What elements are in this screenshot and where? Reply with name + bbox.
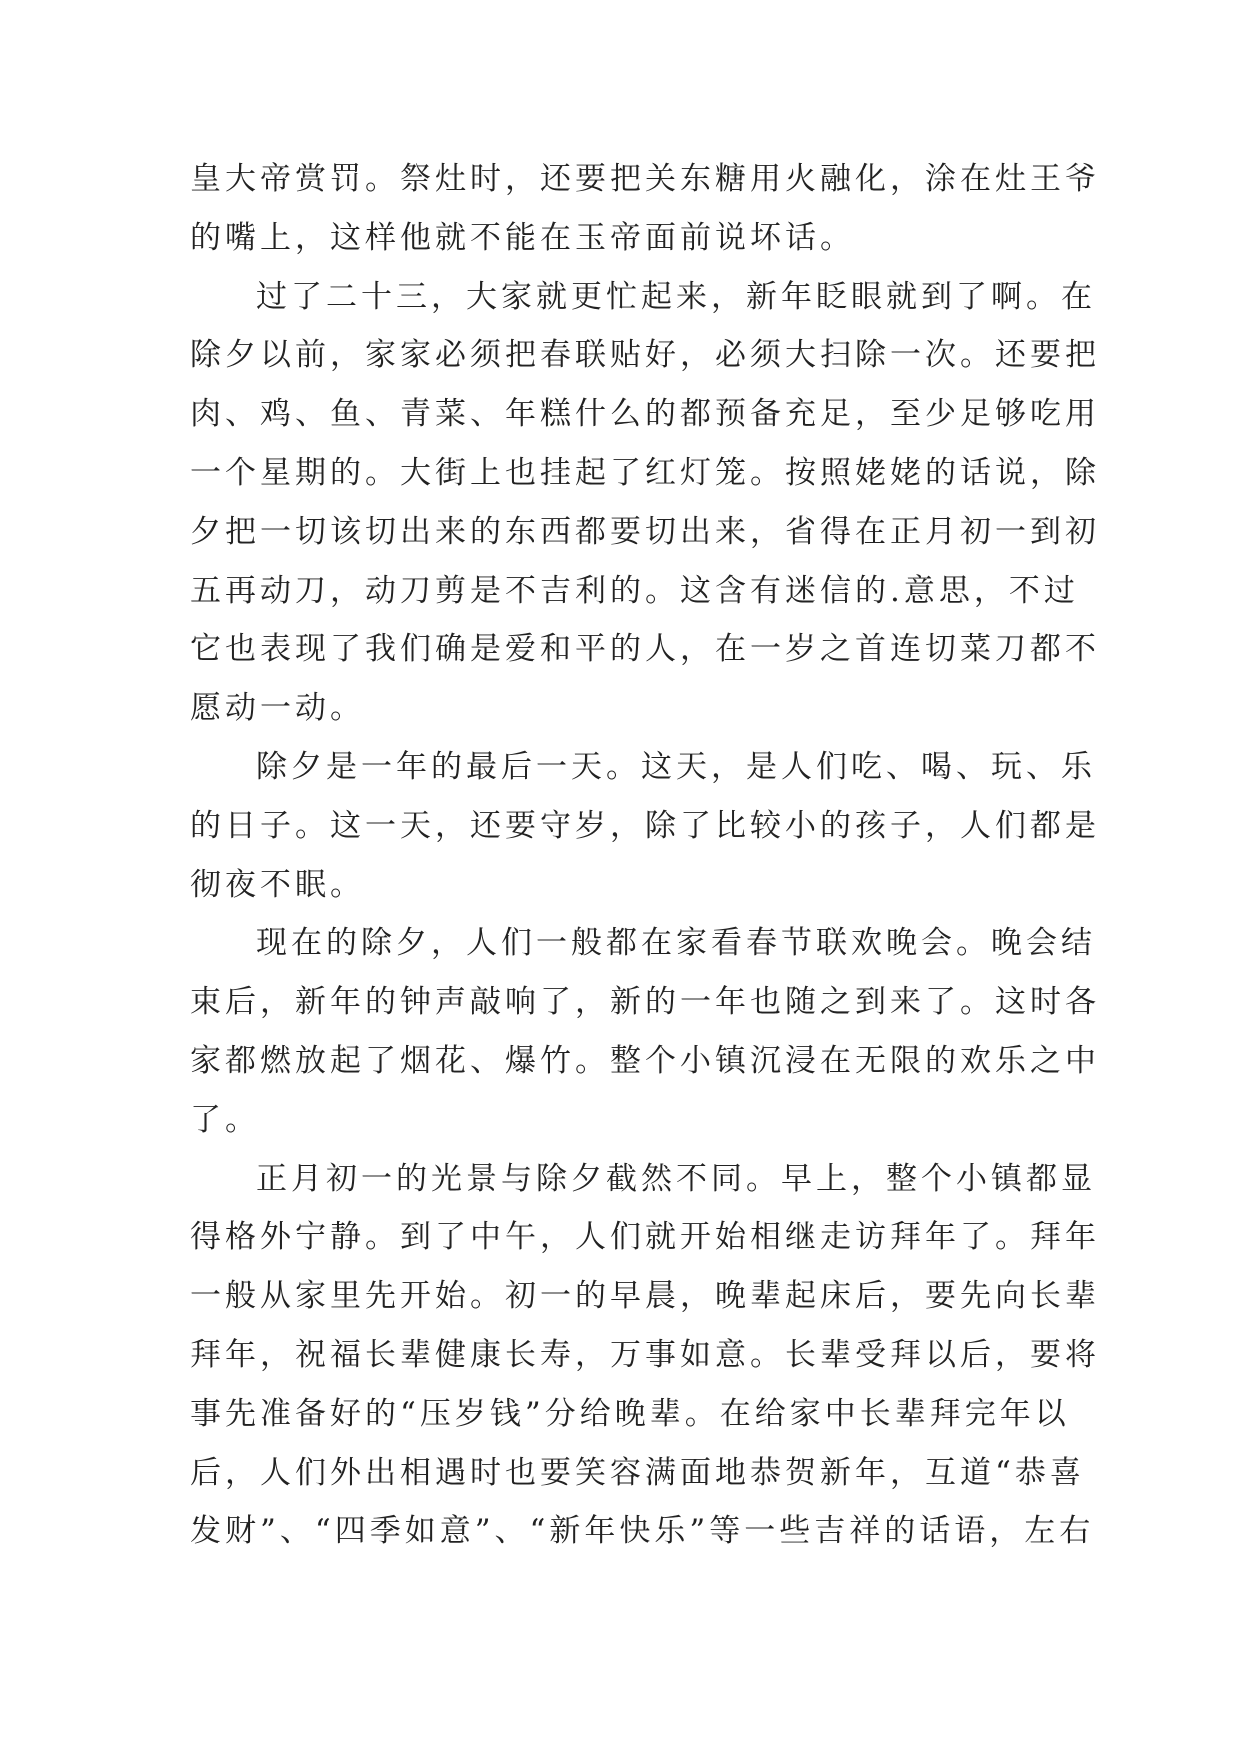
text-line: 拜年，祝福长辈健康长寿，万事如意。长辈受拜以后，要将	[190, 1336, 1100, 1373]
text-line: 一般从家里先开始。初一的早晨，晚辈起床后，要先向长辈	[190, 1278, 1100, 1315]
text-line: 正月初一的光景与除夕截然不同。早上，整个小镇都显	[256, 1160, 1096, 1197]
paragraph-3	[190, 738, 1100, 914]
text-line: 得格外宁静。到了中午，人们就开始相继走访拜年了。拜年	[190, 1219, 1100, 1256]
text-line: 的嘴上，这样他就不能在玉帝面前说坏话。	[190, 219, 855, 256]
text-line: 事先准备好的“压岁钱”分给晚辈。在给家中长辈拜完年以	[190, 1395, 1070, 1432]
text-line: 愿动一动。	[190, 690, 365, 727]
text-line: 五再动刀，动刀剪是不吉利的。这含有迷信的.意思，不过	[190, 572, 1079, 609]
text-line: 夕把一切该切出来的东西都要切出来，省得在正月初一到初	[190, 513, 1100, 550]
text-line: 过了二十三，大家就更忙起来，新年眨眼就到了啊。在	[256, 278, 1096, 315]
text-line: 除夕以前，家家必须把春联贴好，必须大扫除一次。还要把	[190, 337, 1100, 374]
paragraph-5	[190, 1150, 1100, 1562]
text-line: 彻夜不眠。	[190, 866, 365, 903]
text-line: 现在的除夕，人们一般都在家看春节联欢晚会。晚会结	[256, 925, 1096, 962]
text-line: 除夕是一年的最后一天。这天，是人们吃、喝、玩、乐	[256, 748, 1096, 785]
text-line: 家都燃放起了烟花、爆竹。整个小镇沉浸在无限的欢乐之中	[190, 1042, 1100, 1079]
paragraph-4	[190, 914, 1100, 1149]
text-line: 一个星期的。大街上也挂起了红灯笼。按照姥姥的话说，除	[190, 454, 1100, 491]
text-line: 束后，新年的钟声敲响了，新的一年也随之到来了。这时各	[190, 984, 1100, 1021]
text-line: 肉、鸡、鱼、青菜、年糕什么的都预备充足，至少足够吃用	[190, 396, 1100, 433]
text-line: 皇大帝赏罚。祭灶时，还要把关东糖用火融化，涂在灶王爷	[190, 161, 1100, 197]
text-line: 了。	[190, 1101, 260, 1138]
text-line: 的日子。这一天，还要守岁，除了比较小的孩子，人们都是	[190, 807, 1100, 844]
paragraph-2	[190, 268, 1100, 738]
paragraph-1	[190, 150, 1100, 268]
text-line: 发财”、“四季如意”、“新年快乐”等一些吉祥的话语，左右	[190, 1513, 1095, 1550]
document-page	[190, 150, 1100, 1561]
text-line: 它也表现了我们确是爱和平的人，在一岁之首连切菜刀都不	[190, 631, 1100, 668]
text-line: 后，人们外出相遇时也要笑容满面地恭贺新年，互道“恭喜	[190, 1454, 1085, 1491]
